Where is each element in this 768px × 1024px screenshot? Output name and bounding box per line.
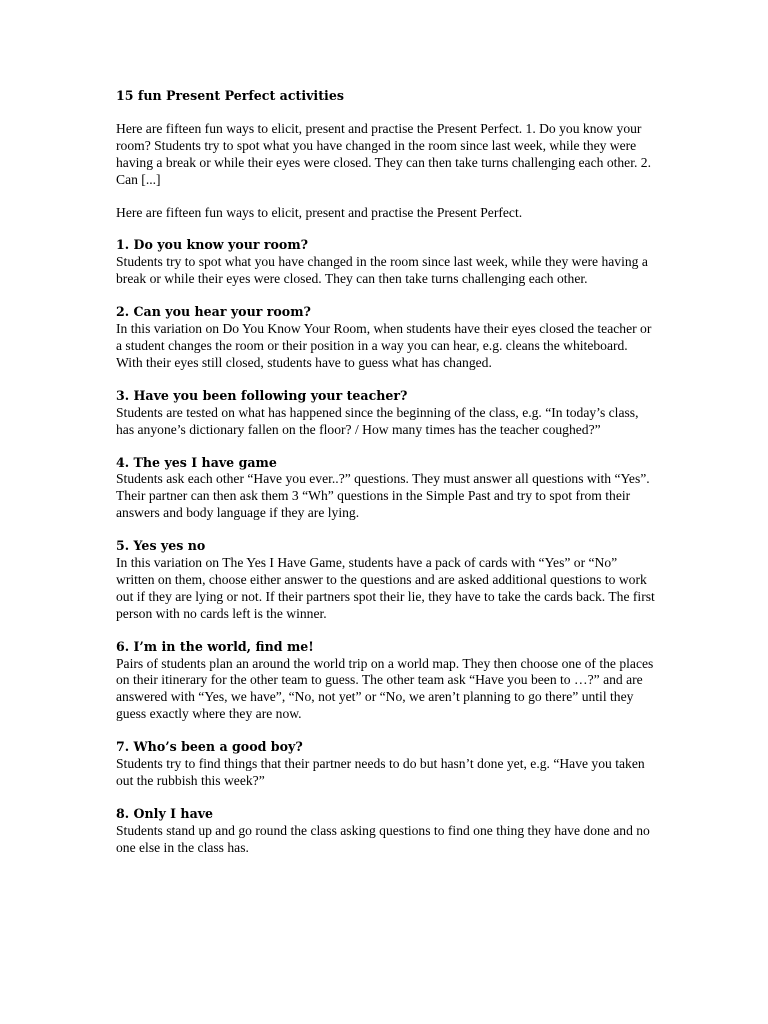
activity-body: Pairs of students plan an around the world trip on a world map. They then choose one of the places on their itinerary for the other team to guess. The other team ask “Have you been to …?” and are answered with “Yes, we have”, “No, not yet” or “No, we aren’t planning to go there” until they guess exactly where they are now.: [116, 655, 654, 722]
activity-section-8: [116, 806, 656, 857]
document-excerpt: Here are fifteen fun ways to elicit, present and practise the Present Perfect. 1. Do you know your room? Students try to spot what you have changed in the room since last week, while they were having a break or while their eyes were closed. They can then take turns challenging each other. 2. Can [...]: [116, 120, 651, 187]
activity-heading: 2. Can you hear your room?: [116, 304, 311, 320]
activity-section-1: [116, 237, 656, 288]
activity-body: Students stand up and go round the class asking questions to find one thing they have done and no one else in the class has.: [116, 822, 650, 855]
activity-heading: 7. Who’s been a good boy?: [116, 739, 303, 755]
activity-heading: 5. Yes yes no: [116, 538, 206, 554]
activity-heading: 3. Have you been following your teacher?: [116, 387, 408, 403]
activity-heading: 1. Do you know your room?: [116, 237, 309, 253]
document-page: [116, 88, 656, 873]
activity-body: Students are tested on what has happened since the beginning of the class, e.g. “In today’s class, has anyone’s dictionary fallen on the floor? / How many times has the teacher coughed?”: [116, 404, 639, 437]
document-intro: Here are fifteen fun ways to elicit, present and practise the Present Perfect.: [116, 204, 523, 220]
activity-body: In this variation on Do You Know Your Room, when students have their eyes closed the teacher or a student changes the room or their position in a way you can hear, e.g. cleans the whiteboard. With their eyes still closed, students have to guess what has changed.: [116, 321, 652, 370]
activity-section-5: [116, 538, 656, 623]
document-title: 15 fun Present Perfect activities: [116, 88, 344, 103]
activity-body: In this variation on The Yes I Have Game, students have a pack of cards with “Yes” or “No” written on them, choose either answer to the questions and are asked additional questions to work out if they are lying or not. If their partners spot their lie, they have to take the cards back. The first person with no cards left is the winner.: [116, 555, 655, 621]
activity-heading: 8. Only I have: [116, 805, 214, 821]
activity-section-4: [116, 455, 656, 523]
activity-section-3: [116, 388, 656, 439]
activity-section-7: [116, 739, 656, 790]
activity-heading: 6. I’m in the world, find me!: [116, 638, 314, 654]
activity-section-6: [116, 639, 656, 724]
activity-body: Students try to find things that their partner needs to do but hasn’t done yet, e.g. “Have you taken out the rubbish this week?”: [116, 756, 645, 788]
activity-heading: 4. The yes I have game: [116, 454, 277, 470]
activity-body: Students try to spot what you have changed in the room since last week, while they were having a break or while their eyes were closed. They can then take turns challenging each other.: [116, 254, 648, 287]
activity-section-2: [116, 304, 656, 372]
activity-body: Students ask each other “Have you ever..?” questions. They must answer all questions with “Yes”. Their partner can then ask them 3 “Wh” questions in the Simple Past and try to spot from their answers and body language if they are lying.: [116, 471, 650, 521]
